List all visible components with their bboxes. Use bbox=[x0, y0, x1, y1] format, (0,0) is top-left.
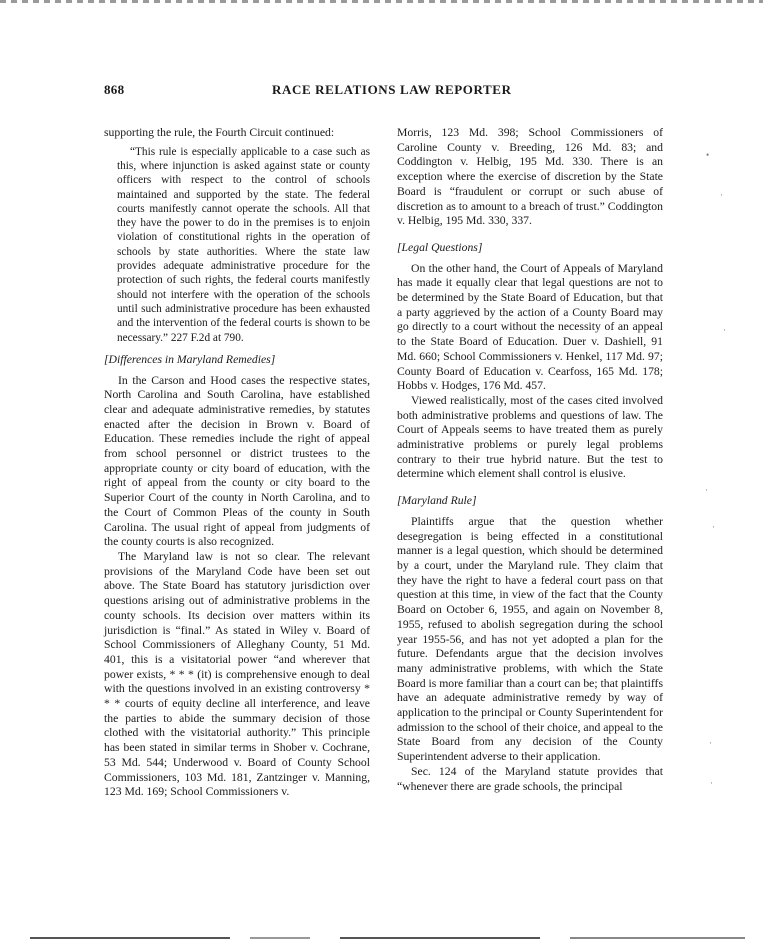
bottom-scan-edge-left bbox=[30, 937, 230, 939]
paragraph-carson-hood: In the Carson and Hood cases the respective states, North Carolina and South Carolina, have established clear and adequate administrative remedies, by statutes enacted after the decision in Brown v. Board of Education. These remedies include the right of appeal from school personnel or district trustees to the appropriate county or city board of education, with the right of appeal from the county or city board to the Superior Court of the county in North Carolina, and to the Court of Common Pleas of the county in South Carolina. The usual right of appeal from judgments of the county courts is also recognized. bbox=[104, 373, 370, 549]
paragraph-court-of-appeals: On the other hand, the Court of Appeals of Maryland has made it equally clear that legal questions are not to be determined by the State Board of Education, but that a party aggrieved by the action of a County Board may go directly to a court without the necessity of an appeal to the State Board of Education. Duer v. Dashiell, 91 Md. 660; School Commissioners v. Henkel, 117 Md. 97; County Board of Education v. Cearfoss, 165 Md. 178; Hobbs v. Hodges, 176 Md. 457. bbox=[397, 261, 663, 393]
left-column bbox=[104, 126, 370, 800]
intro-paragraph: supporting the rule, the Fourth Circuit continued: bbox=[104, 126, 335, 139]
block-quote bbox=[117, 145, 370, 345]
bottom-scan-edge-mid bbox=[250, 937, 310, 939]
top-scan-edge bbox=[0, 0, 763, 3]
paragraph-viewed-realistically: Viewed realistically, most of the cases cited involved both administrative problems and questions of law. The Court of Appeals seems to have treated them as purely administrative problems or purely legal problems contrary to their true hybrid nature. But the test to determine which element shall control is elusive. bbox=[397, 393, 663, 481]
running-title: RACE RELATIONS LAW REPORTER bbox=[272, 82, 512, 97]
right-column bbox=[397, 126, 663, 794]
scan-speck: • bbox=[706, 150, 710, 160]
scan-speck: · bbox=[712, 522, 715, 532]
section-heading-differences: [Differences in Maryland Remedies] bbox=[104, 352, 276, 366]
paragraph-maryland-law: The Maryland law is not so clear. The relevant provisions of the Maryland Code have been set out above. The State Board has statutory jurisdiction over questions arising out of administrative problems in the county schools. Its decision over matters within its jurisdiction is “final.” As stated in Wiley v. Board of School Commissioners of Alleghany County, 51 Md. 401, this is a visitatorial power “and wherever that power exists, * * * (it) is comprehensive enough to deal with the questions involved in an existing controversy * * * courts of equity decline all interference, and leave the parties to abide the summary decision of those clothed with the visitatorial authority.” This principle has been stated in similar terms in Shober v. Cochrane, 53 Md. 544; Underwood v. Board of County School Commissioners, 103 Md. 181, Zantzinger v. Manning, 123 Md. 169; School Commissioners v. bbox=[104, 550, 370, 799]
scan-speck: · bbox=[723, 325, 726, 335]
scan-speck: · bbox=[710, 778, 713, 788]
paragraph-continued: Morris, 123 Md. 398; School Commissioners of Caroline County v. Breeding, 126 Md. 83; and Coddington v. Helbig, 195 Md. 330. There is an exception where the exercise of discretion by the State Board is “fraudulent or corrupt or such abuse of discretion as to amount to a breach of trust.” Coddington v. Helbig, 195 Md. 330, 337. bbox=[397, 126, 663, 228]
section-heading-maryland-rule: [Maryland Rule] bbox=[397, 494, 477, 508]
quote-text: “This rule is especially applicable to a case such as this, where injunction is asked against state or county officers with respect to the control of schools maintained and supported by the state. The federal courts manifestly cannot operate the schools. All that they have the power to do in the premises is to enjoin violation of constitutional rights in the operation of schools by state authorities. Where the state law provides adequate administrative procedure for the protection of such rights, the federal courts manifestly should not interfere with the operation of the schools until such administrative procedure has been exhausted and the intervention of the federal courts is shown to be necessary.” 227 F.2d at 790. bbox=[117, 145, 370, 344]
scan-speck: · bbox=[709, 738, 712, 748]
page-number: 868 bbox=[104, 82, 125, 97]
paragraph-sec-124: Sec. 124 of the Maryland statute provides that “whenever there are grade schools, the principal bbox=[397, 764, 663, 793]
bottom-scan-edge-center bbox=[340, 937, 540, 939]
paragraph-plaintiffs-argue: Plaintiffs argue that the question whether desegregation is being effected in a constitutional manner is a legal question, which should be determined by a court, under the Maryland rule. They claim that they have the right to have a federal court pass on that question at this time, in view of the fact that the County Board on October 6, 1955, and again on November 8, 1955, refused to abolish segregation during the school year 1955-56, and has not yet adopted a plan for the future. Defendants argue that the decision involves many administrative problems, with which the State Board is more familiar than a court can be; that plaintiffs have an adequate administrative remedy by way of application to the principal or County Superintendent for admission to the school of their choice, and appeal to the State Board from any decision of the County Superintendent adverse to their application. bbox=[397, 514, 663, 764]
bottom-scan-edge-right bbox=[570, 937, 745, 939]
scan-speck: · bbox=[720, 190, 723, 200]
scan-speck: · bbox=[705, 485, 708, 495]
section-heading-legal-questions: [Legal Questions] bbox=[397, 240, 483, 254]
